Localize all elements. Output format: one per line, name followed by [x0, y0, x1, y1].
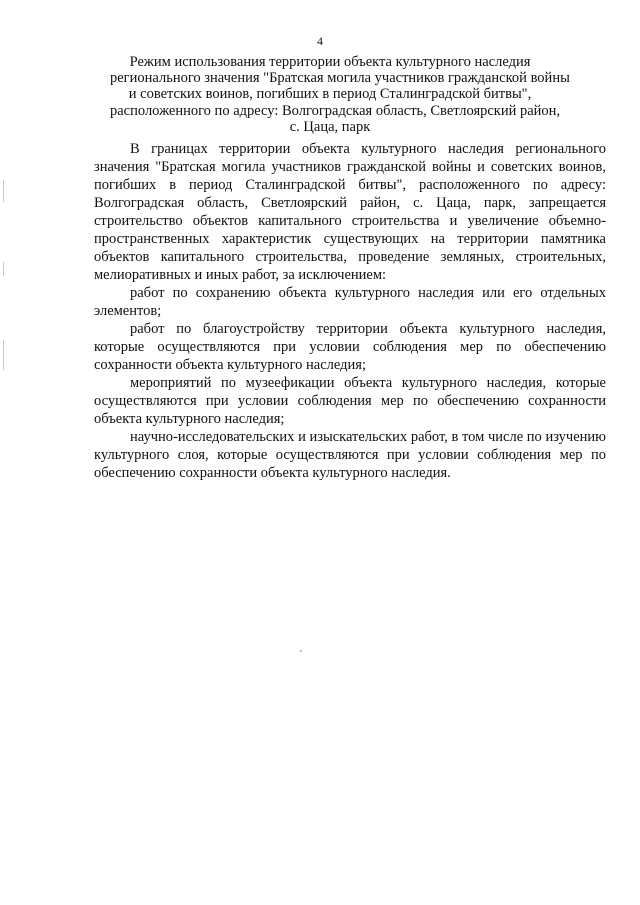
list-item: мероприятий по музеефикации объекта культурного наследия, которые осуществляются при условии соблюдения мер по обеспечению сохранности объекта культурного наследия; — [94, 375, 606, 427]
page-number: 4 — [317, 34, 323, 48]
title-line: расположенного по адресу: Волгоградская область, Светлоярский район, — [110, 102, 561, 119]
title-line: с. Цаца, парк — [289, 118, 371, 135]
title-line: регионального значения "Братская могила участников гражданской войны — [110, 70, 570, 87]
title-line: и советских воинов, погибших в период Сталинградской битвы", — [128, 86, 532, 103]
scan-artifact — [300, 650, 302, 652]
scan-artifact — [3, 180, 4, 202]
paragraph-main: В границах территории объекта культурного наследия регионального значения "Братская могила участников гражданской войны и советских воинов, погибших в период Сталинградской битвы", расположенного по адресу: Волгоградская область, Светлоярский район, с. Цаца, парк, запрещается строительство объектов капитального строительства и увеличение объемно-пространственных характеристик существующих на территории памятника объектов капитального строительства, проведение земляных, строительных, мелиоративных и иных работ, за исключением: — [94, 141, 606, 283]
body-text — [94, 140, 606, 482]
scan-artifact — [3, 340, 4, 370]
title-line: Режим использования территории объекта культурного наследия — [129, 54, 531, 70]
list-item: научно-исследовательских и изыскательских работ, в том числе по изучению культурного слоя, которые осуществляются при условии соблюдения мер по обеспечению сохранности объекта культурного наследия. — [94, 429, 606, 481]
scan-artifact — [3, 262, 4, 276]
document-title — [110, 54, 570, 135]
list-item: работ по сохранению объекта культурного наследия или его отдельных элементов; — [94, 285, 606, 319]
list-item: работ по благоустройству территории объекта культурного наследия, которые осуществляются при условии соблюдения мер по обеспечению сохранности объекта культурного наследия; — [94, 321, 606, 373]
